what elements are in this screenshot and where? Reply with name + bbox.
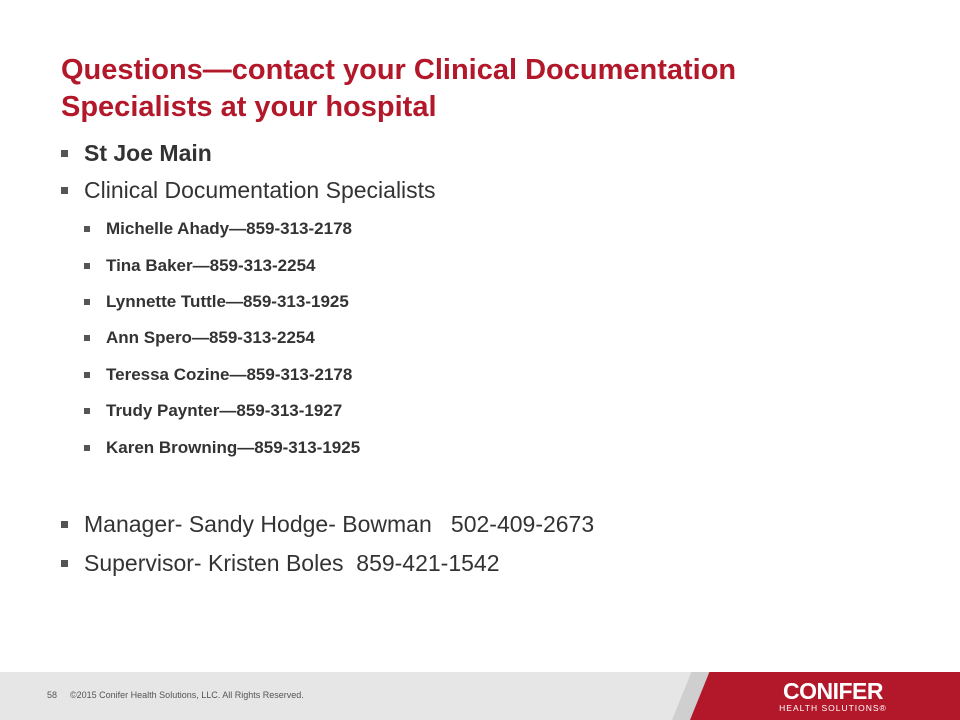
square-bullet-icon xyxy=(84,408,90,414)
bullet-manager xyxy=(61,509,594,539)
bullet-supervisor xyxy=(61,548,500,578)
supervisor-text: Supervisor- Kristen Boles 859-421-1542 xyxy=(84,549,500,576)
slide-title-line-1: Questions—contact your Clinical Documentation xyxy=(61,54,737,86)
specialist-text: Trudy Paynter—859-313-1927 xyxy=(106,401,343,420)
square-bullet-icon xyxy=(61,150,68,157)
square-bullet-icon xyxy=(84,263,90,269)
conifer-logo xyxy=(758,679,908,714)
specialist-item xyxy=(84,363,352,387)
manager-text: Manager- Sandy Hodge- Bowman 502-409-2673 xyxy=(84,510,595,537)
bullet-group xyxy=(61,175,436,205)
specialist-text: Karen Browning—859-313-1925 xyxy=(106,438,361,457)
specialist-item xyxy=(84,217,352,241)
specialist-text: Lynnette Tuttle—859-313-1925 xyxy=(106,292,349,311)
square-bullet-icon xyxy=(84,335,90,341)
logo-tagline: HEALTH SOLUTIONS® xyxy=(779,703,887,713)
footer-bar xyxy=(0,672,960,720)
square-bullet-icon xyxy=(61,521,68,528)
specialist-item xyxy=(84,326,315,350)
logo-wordmark: CONIFER xyxy=(783,678,883,704)
square-bullet-icon xyxy=(84,226,90,232)
specialist-item xyxy=(84,290,349,314)
group-label-text: Clinical Documentation Specialists xyxy=(84,176,436,203)
copyright-text: ©2015 Conifer Health Solutions, LLC. All Rights Reserved. xyxy=(70,690,304,700)
square-bullet-icon xyxy=(84,445,90,451)
specialist-text: Michelle Ahady—859-313-2178 xyxy=(106,219,352,238)
specialist-item xyxy=(84,399,342,423)
specialist-text: Teressa Cozine—859-313-2178 xyxy=(106,365,353,384)
specialist-text: Ann Spero—859-313-2254 xyxy=(106,328,315,347)
location-text: St Joe Main xyxy=(84,139,212,166)
specialist-item xyxy=(84,254,316,278)
square-bullet-icon xyxy=(84,372,90,378)
square-bullet-icon xyxy=(61,187,68,194)
square-bullet-icon xyxy=(84,299,90,305)
bullet-location xyxy=(61,138,212,168)
slide-title-line-2: Specialists at your hospital xyxy=(61,91,437,123)
square-bullet-icon xyxy=(61,560,68,567)
specialist-item xyxy=(84,436,360,460)
page-number: 58 xyxy=(47,690,58,700)
specialist-text: Tina Baker—859-313-2254 xyxy=(106,256,316,275)
